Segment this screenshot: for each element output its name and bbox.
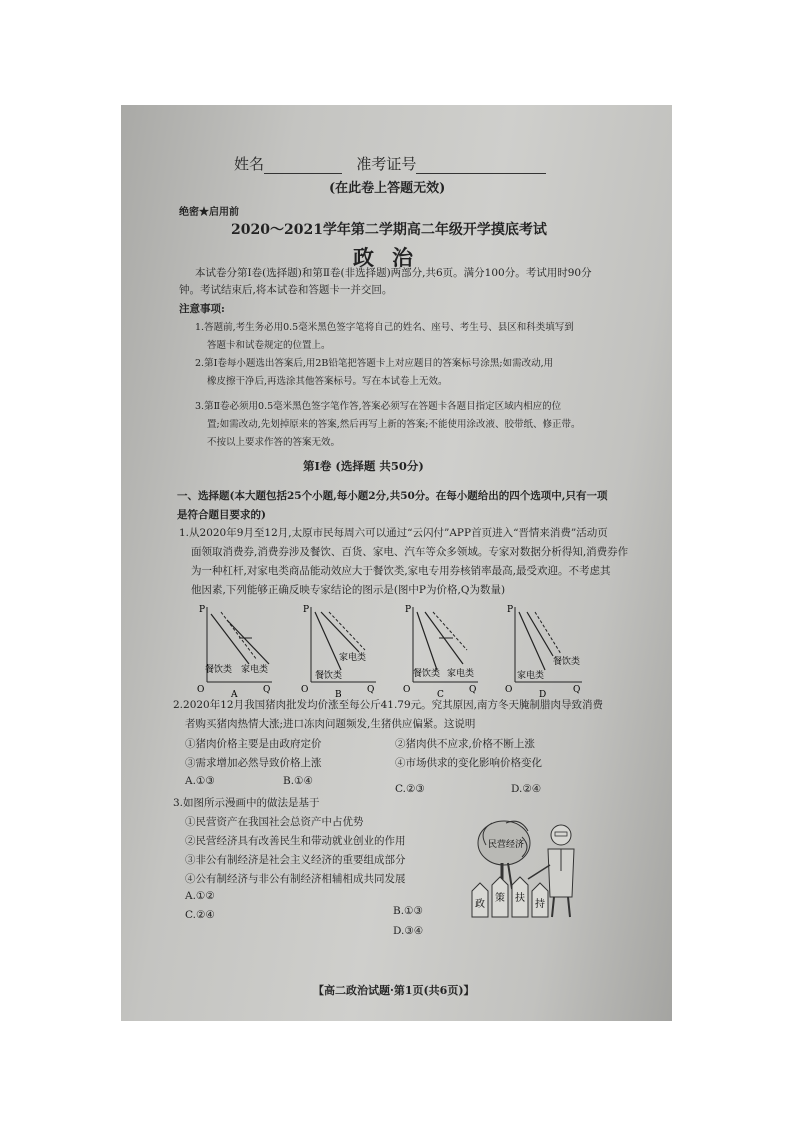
section-instruction: 是符合题目要求的) (177, 509, 266, 521)
graph-label-2: 家电类 (517, 671, 545, 681)
q2-line: 者购买猪肉热情大涨;进口冻肉问题频发,生猪供应偏紧。这说明 (185, 718, 476, 730)
note-line: 不按以上要求作答的答案无效。 (207, 437, 341, 448)
fence-char: 政 (475, 899, 485, 910)
graph-label-2: 家电类 (339, 653, 367, 663)
q1-line: 1.从2020年9月至12月,太原市民每周六可以通过“云闪付”APP首页进入“晋情来消费”活动页 (179, 527, 608, 539)
id-label: 准考证号 (356, 155, 417, 173)
section-instruction: 一、选择题(本大题包括25个小题,每小题2分,共50分。在每小题给出的四个选项中,只有一项 (177, 490, 608, 502)
intro-line-2: 钟。考试结束后,将本试卷和答题卡一并交回。 (179, 284, 393, 296)
q2-statement: ①猪肉价格主要是由政府定价 (185, 738, 322, 750)
q1-line: 面领取消费券,消费券涉及餐饮、百货、家电、汽车等众多领域。专家对数据分析得知,消费券作 (191, 546, 629, 558)
graph-letter: D (539, 690, 547, 697)
exam-title: 2020～2021学年第二学期高二年级开学摸底考试 (231, 222, 547, 238)
axis-p: P (199, 605, 206, 615)
q1-line: 为一种杠杆,对家电类商品能动效应大于餐饮类,家电专用券核销率最高,最受欢迎。不考虑其 (191, 565, 611, 577)
note-line: 2.第Ⅰ卷每小题选出答案后,用2B铅笔把答题卡上对应题目的答案标号涂黑;如需改动,用 (195, 358, 554, 369)
q2-option-c: C.②③ (395, 783, 425, 795)
axis-p: P (303, 605, 310, 615)
name-label: 姓名 (234, 155, 265, 173)
fence-char: 扶 (515, 893, 525, 904)
invalid-note: (在此卷上答题无效) (329, 181, 446, 196)
subject-title: 政治 (353, 245, 431, 270)
note-line: 3.第Ⅱ卷必须用0.5毫米黑色签字笔作答,答案必须写在答题卡各题目指定区域内相应的位 (195, 401, 562, 412)
q2-statement: ④市场供求的变化影响价格变化 (395, 757, 542, 769)
graph-letter: B (335, 690, 342, 697)
section-title: 第Ⅰ卷 (选择题 共50分) (303, 459, 424, 473)
axis-q: Q (367, 685, 375, 695)
page-footer: 【高二政治试题·第1页(共6页)】 (313, 984, 475, 997)
graph-letter: A (231, 690, 238, 697)
q2-option-b: B.①④ (283, 775, 313, 787)
q3-statement: ③非公有制经济是社会主义经济的重要组成部分 (185, 854, 406, 866)
candidate-info-line (234, 153, 546, 174)
q2-line: 2.2020年12月我国猪肉批发均价涨至每公斤41.79元。究其原因,南方冬天腌制腊肉导致消费 (173, 699, 603, 711)
axis-q: Q (263, 685, 271, 695)
q3-option-d: D.③④ (393, 925, 424, 937)
name-blank (264, 157, 342, 174)
q2-statement: ②猪肉供不应求,价格不断上涨 (395, 738, 535, 750)
intro-line-1: 本试卷分第Ⅰ卷(选择题)和第Ⅱ卷(非选择题)两部分,共6页。满分100分。考试用时90分 (195, 267, 592, 279)
q3-option-c: C.②④ (185, 909, 215, 921)
q2-statement: ③需求增加必然导致价格上涨 (185, 757, 322, 769)
graph-label-1: 餐饮类 (553, 657, 581, 667)
graph-label-1: 餐饮类 (413, 669, 441, 679)
cartoon-label: 民营经济 (488, 840, 525, 850)
fence-char: 持 (535, 899, 545, 910)
graph-label-2: 家电类 (241, 665, 269, 675)
axis-origin: O (505, 685, 513, 695)
axis-p: P (405, 605, 412, 615)
axis-origin: O (301, 685, 309, 695)
notes-heading: 注意事项: (179, 303, 225, 315)
note-line: 置;如需改动,先划掉原来的答案,然后再写上新的答案;不能使用涂改液、胶带纸、修正带。 (207, 419, 581, 430)
q3-stem: 3.如图所示漫画中的做法是基于 (173, 797, 320, 809)
axis-origin: O (403, 685, 411, 695)
axis-origin: O (197, 685, 205, 695)
q3-option-a: A.①② (185, 890, 215, 902)
graph-letter: C (437, 690, 444, 697)
axis-q: Q (573, 685, 581, 695)
cartoon-illustration (466, 805, 586, 925)
graph-label-1: 餐饮类 (315, 671, 343, 681)
q3-statement: ②民营经济具有改善民生和带动就业创业的作用 (185, 835, 406, 847)
graph-label-1: 餐饮类 (205, 665, 233, 675)
q3-statement: ④公有制经济与非公有制经济相辅相成共同发展 (185, 873, 406, 885)
graph-d (505, 602, 587, 697)
id-blank (416, 157, 546, 174)
axis-p: P (507, 605, 514, 615)
q1-line: 他因素,下列能够正确反映专家结论的图示是(图中P为价格,Q为数量) (191, 584, 506, 596)
graph-c (403, 602, 483, 697)
graph-a (197, 602, 277, 697)
q2-option-a: A.①③ (185, 775, 215, 787)
exam-paper-photo (121, 105, 672, 1021)
q2-option-d: D.②④ (511, 783, 542, 795)
graph-label-2: 家电类 (447, 669, 475, 679)
q3-statement: ①民营资产在我国社会总资产中占优势 (185, 816, 364, 828)
graph-b (301, 602, 381, 697)
axis-q: Q (469, 685, 477, 695)
secret-mark: 绝密★启用前 (179, 207, 239, 218)
note-line: 1.答题前,考生务必用0.5毫米黑色签字笔将自己的姓名、座号、考生号、县区和科类填写到 (195, 322, 574, 333)
fence-char: 策 (495, 893, 505, 904)
note-line: 答题卡和试卷规定的位置上。 (207, 340, 331, 351)
note-line: 橡皮擦干净后,再选涂其他答案标号。写在本试卷上无效。 (207, 376, 448, 387)
q3-option-b: B.①③ (393, 905, 423, 917)
